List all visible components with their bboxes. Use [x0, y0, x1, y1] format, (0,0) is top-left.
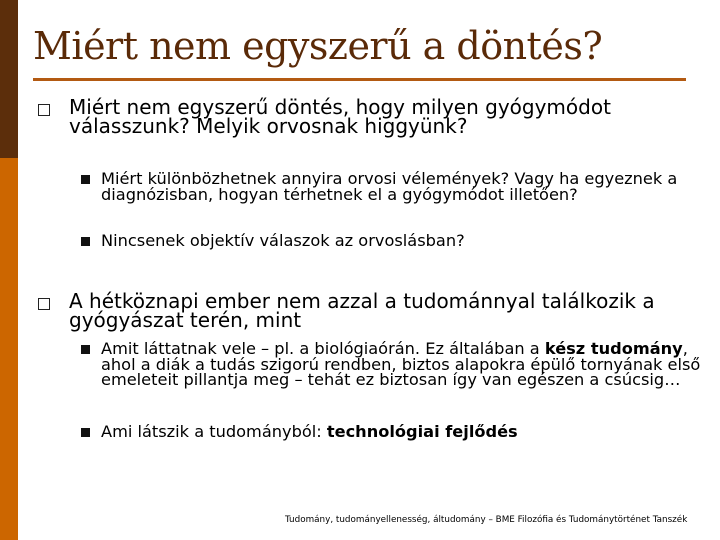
text-run: Ami látszik a tudományból: — [101, 422, 327, 441]
hollow-square-bullet-icon — [38, 298, 50, 310]
text-run: Amit láttatnak vele – pl. a biológiaórán. Ez általában a — [101, 339, 545, 358]
sub-bullet-text: Nincsenek objektív válaszok az orvoslásban? — [101, 231, 465, 250]
title-divider — [33, 78, 686, 81]
sub-bullet-text — [101, 341, 711, 388]
bullet-text: A hétköznapi ember nem azzal a tudománnyal találkozik a gyógyászat terén, mint — [69, 289, 655, 332]
slide-title: Miért nem egyszerű a döntés? — [33, 24, 603, 68]
bold-text-run: kész tudomány — [544, 339, 683, 358]
filled-square-bullet-icon — [81, 345, 90, 354]
bullet-text: Miért nem egyszerű döntés, hogy milyen gyógymódot válasszunk? Melyik orvosnak higgyünk? — [69, 95, 611, 138]
left-accent-bar-dark — [0, 0, 18, 158]
filled-square-bullet-icon — [81, 175, 90, 184]
filled-square-bullet-icon — [81, 428, 90, 437]
footer-credit: Tudomány, tudományellenesség, áltudomány – BME Filozófia és Tudománytörténet Tanszék — [285, 515, 688, 525]
bold-text-run: technológiai fejlődés — [326, 422, 518, 441]
sub-bullet-text — [101, 424, 711, 440]
hollow-square-bullet-icon — [38, 104, 50, 116]
sub-bullet-text: Miért különbözhetnek annyira orvosi vélemények? Vagy ha egyeznek a diagnózisban, hogyan térhetnek el a gyógymódot illetően? — [101, 169, 678, 204]
left-accent-bar-orange — [0, 158, 18, 540]
filled-square-bullet-icon — [81, 237, 90, 246]
text-run: , ahol a diák a tudás szigorú rendben, biztos alapokra épülő tornyának első emeleteit pillantja meg – tehát ez biztosan így van egészen a csúcsig… — [101, 339, 701, 389]
